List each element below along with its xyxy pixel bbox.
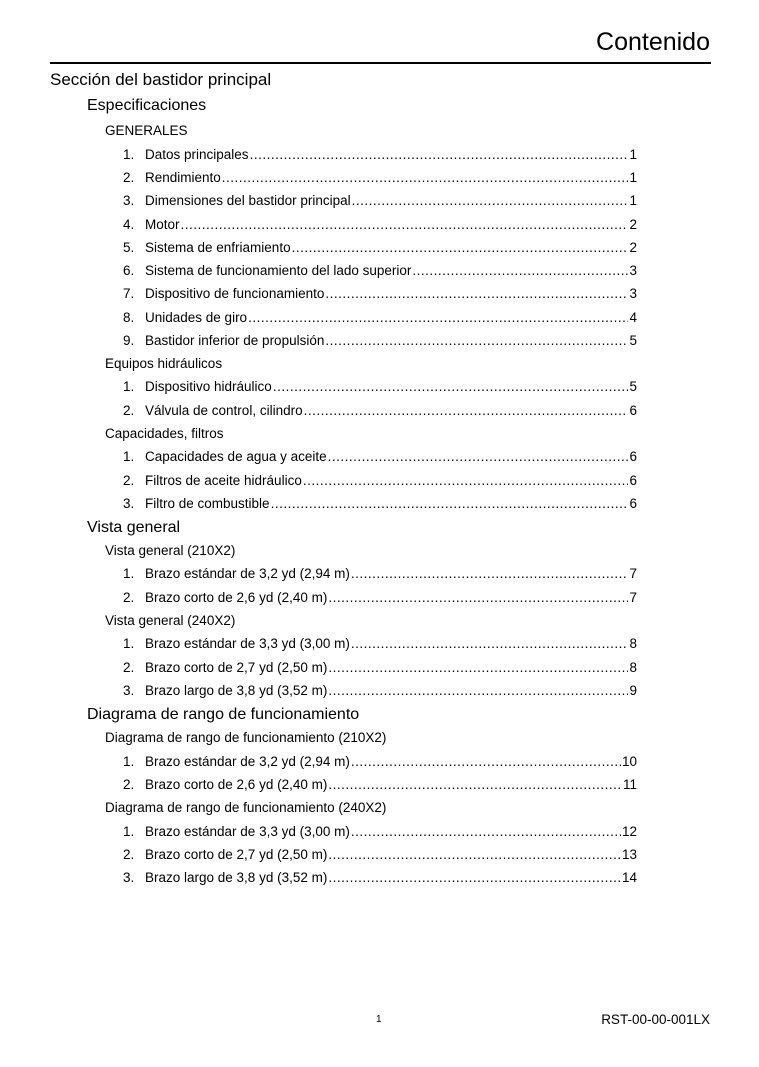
toc-entry-number: 5. — [123, 240, 135, 255]
toc-entry-page-number: 6 — [629, 496, 637, 511]
dot-leader — [292, 240, 629, 255]
toc-entry-number: 1. — [123, 449, 135, 464]
toc-entry[interactable] — [123, 217, 637, 235]
toc-entry-label: Filtro de combustible — [145, 496, 270, 511]
toc-entry-label: Brazo corto de 2,6 yd (2,40 m) — [145, 777, 328, 792]
toc-entry-label: Filtros de aceite hidráulico — [145, 473, 302, 488]
dot-leader — [328, 847, 621, 862]
toc-subheading[interactable]: Diagrama de rango de funcionamiento (240X2) — [105, 800, 387, 815]
toc-entry[interactable] — [123, 473, 637, 491]
toc-entry-page-number: 14 — [621, 870, 637, 885]
toc-entry-page-number: 13 — [621, 847, 637, 862]
toc-entry-number: 3. — [123, 193, 135, 208]
dot-leader — [325, 333, 628, 348]
toc-entry-page-number: 7 — [629, 566, 637, 581]
toc-entry-page-number: 9 — [629, 683, 637, 698]
toc-entry-label: Capacidades de agua y aceite — [145, 449, 327, 464]
toc-entry[interactable] — [123, 824, 637, 842]
footer-document-code: RST-00-00-001LX — [601, 1012, 710, 1027]
toc-entry[interactable] — [123, 590, 637, 608]
toc-entry-label: Unidades de giro — [145, 310, 248, 325]
dot-leader — [273, 379, 629, 394]
toc-entry[interactable] — [123, 310, 637, 328]
toc-entry[interactable] — [123, 777, 637, 795]
toc-entry-label: Brazo estándar de 3,2 yd (2,94 m) — [145, 754, 350, 769]
dot-leader — [328, 870, 621, 885]
toc-entry-page-number: 7 — [629, 590, 637, 605]
toc-subheading[interactable]: Capacidades, filtros — [105, 426, 224, 441]
toc-entry-number: 4. — [123, 217, 135, 232]
toc-entry[interactable] — [123, 170, 637, 188]
toc-entry-label: Brazo corto de 2,7 yd (2,50 m) — [145, 660, 328, 675]
toc-entry-number: 9. — [123, 333, 135, 348]
toc-entry-number: 7. — [123, 286, 135, 301]
toc-entry-page-number: 3 — [629, 263, 637, 278]
toc-entry[interactable] — [123, 566, 637, 584]
toc-entry[interactable] — [123, 379, 637, 397]
dot-leader — [248, 310, 628, 325]
toc-entry-page-number: 6 — [629, 473, 637, 488]
toc-subheading[interactable]: Diagrama de rango de funcionamiento (210X2) — [105, 730, 387, 745]
toc-entry-number: 2. — [123, 777, 135, 792]
toc-chapter-heading[interactable]: Vista general — [87, 519, 181, 536]
toc-entry-number: 2. — [123, 847, 135, 862]
dot-leader — [351, 566, 629, 581]
toc-entry-number: 2. — [123, 473, 135, 488]
toc-entry[interactable] — [123, 333, 637, 351]
toc-entry-page-number: 5 — [629, 333, 637, 348]
toc-entry-label: Dispositivo de funcionamiento — [145, 286, 325, 301]
toc-entry-number: 1. — [123, 566, 135, 581]
toc-entry[interactable] — [123, 263, 637, 281]
toc-entry[interactable] — [123, 660, 637, 678]
toc-entry-label: Brazo estándar de 3,3 yd (3,00 m) — [145, 824, 350, 839]
toc-entry-page-number: 1 — [629, 170, 637, 185]
toc-entry-number: 2. — [123, 403, 135, 418]
dot-leader — [351, 754, 621, 769]
toc-entry-number: 6. — [123, 263, 135, 278]
toc-entry[interactable] — [123, 870, 637, 888]
dot-leader — [250, 147, 629, 162]
toc-chapter-heading[interactable]: Diagrama de rango de funcionamiento — [87, 706, 360, 723]
dot-leader — [328, 590, 628, 605]
toc-entry-number: 1. — [123, 379, 135, 394]
toc-entry-page-number: 10 — [621, 754, 637, 769]
toc-entry-label: Rendimiento — [145, 170, 221, 185]
toc-entry-number: 2. — [123, 660, 135, 675]
toc-entry[interactable] — [123, 240, 637, 258]
toc-entry[interactable] — [123, 193, 637, 211]
toc-subheading[interactable]: GENERALES — [105, 123, 188, 138]
dot-leader — [271, 496, 629, 511]
toc-entry-page-number: 11 — [622, 777, 637, 792]
toc-entry-page-number: 1 — [629, 147, 637, 162]
footer-page-number: 1 — [376, 1014, 382, 1025]
toc-entry-label: Sistema de enfriamiento — [145, 240, 291, 255]
dot-leader — [328, 660, 628, 675]
toc-entry[interactable] — [123, 683, 637, 701]
toc-entry[interactable] — [123, 403, 637, 421]
toc-subheading[interactable]: Vista general (210X2) — [105, 543, 236, 558]
toc-entry-label: Motor — [145, 217, 180, 232]
toc-subheading[interactable]: Vista general (240X2) — [105, 613, 236, 628]
toc-entry-number: 2. — [123, 590, 135, 605]
toc-entry-label: Brazo estándar de 3,2 yd (2,94 m) — [145, 566, 350, 581]
toc-entry-label: Brazo corto de 2,6 yd (2,40 m) — [145, 590, 328, 605]
toc-entry-number: 8. — [123, 310, 135, 325]
toc-entry-label: Sistema de funcionamiento del lado superior — [145, 263, 412, 278]
toc-subheading[interactable]: Equipos hidráulicos — [105, 356, 223, 371]
dot-leader — [328, 683, 628, 698]
toc-entry-page-number: 8 — [629, 636, 637, 651]
dot-leader — [328, 777, 622, 792]
toc-entry[interactable] — [123, 496, 637, 514]
toc-entry-number: 1. — [123, 824, 135, 839]
toc-entry[interactable] — [123, 847, 637, 865]
dot-leader — [352, 193, 629, 208]
toc-entry-number: 2. — [123, 170, 135, 185]
toc-entry-number: 3. — [123, 870, 135, 885]
toc-entry-number: 1. — [123, 636, 135, 651]
toc-entry-label: Válvula de control, cilindro — [145, 403, 303, 418]
dot-leader — [328, 449, 629, 464]
toc-entry[interactable] — [123, 449, 637, 467]
toc-entry-page-number: 6 — [629, 403, 637, 418]
toc-entry-label: Brazo largo de 3,8 yd (3,52 m) — [145, 683, 328, 698]
toc-entry[interactable] — [123, 147, 637, 165]
toc-entry-label: Dispositivo hidráulico — [145, 379, 272, 394]
dot-leader — [351, 824, 621, 839]
dot-leader — [351, 636, 629, 651]
dot-leader — [222, 170, 629, 185]
toc-entry-number: 1. — [123, 754, 135, 769]
toc-entry-label: Brazo largo de 3,8 yd (3,52 m) — [145, 870, 328, 885]
dot-leader — [412, 263, 628, 278]
toc-entry-label: Brazo estándar de 3,3 yd (3,00 m) — [145, 636, 350, 651]
toc-entry-page-number: 1 — [629, 193, 637, 208]
toc-entry-page-number: 12 — [621, 824, 637, 839]
page-title: Contenido — [596, 28, 710, 56]
toc-entry[interactable] — [123, 636, 637, 654]
toc-chapter-heading[interactable]: Especificaciones — [87, 97, 207, 114]
toc-entry-number: 3. — [123, 496, 135, 511]
toc-section-heading[interactable]: Sección del bastidor principal — [50, 70, 272, 89]
toc-entry-page-number: 4 — [629, 310, 637, 325]
dot-leader — [303, 473, 629, 488]
toc-entry-page-number: 5 — [629, 379, 637, 394]
toc-entry-number: 3. — [123, 683, 135, 698]
header-divider — [50, 62, 711, 64]
toc-entry[interactable] — [123, 754, 637, 772]
dot-leader — [325, 286, 628, 301]
toc-entry-page-number: 3 — [629, 286, 637, 301]
toc-entry-label: Datos principales — [145, 147, 249, 162]
toc-entry-page-number: 8 — [629, 660, 637, 675]
toc-entry-page-number: 2 — [629, 240, 637, 255]
toc-entry-label: Dimensiones del bastidor principal — [145, 193, 351, 208]
toc-entry-label: Brazo corto de 2,7 yd (2,50 m) — [145, 847, 328, 862]
toc-entry-page-number: 2 — [629, 217, 637, 232]
toc-entry-page-number: 6 — [629, 449, 637, 464]
toc-entry-label: Bastidor inferior de propulsión — [145, 333, 325, 348]
dot-leader — [304, 403, 629, 418]
dot-leader — [181, 217, 629, 232]
toc-entry-number: 1. — [123, 147, 135, 162]
toc-entry[interactable] — [123, 286, 637, 304]
